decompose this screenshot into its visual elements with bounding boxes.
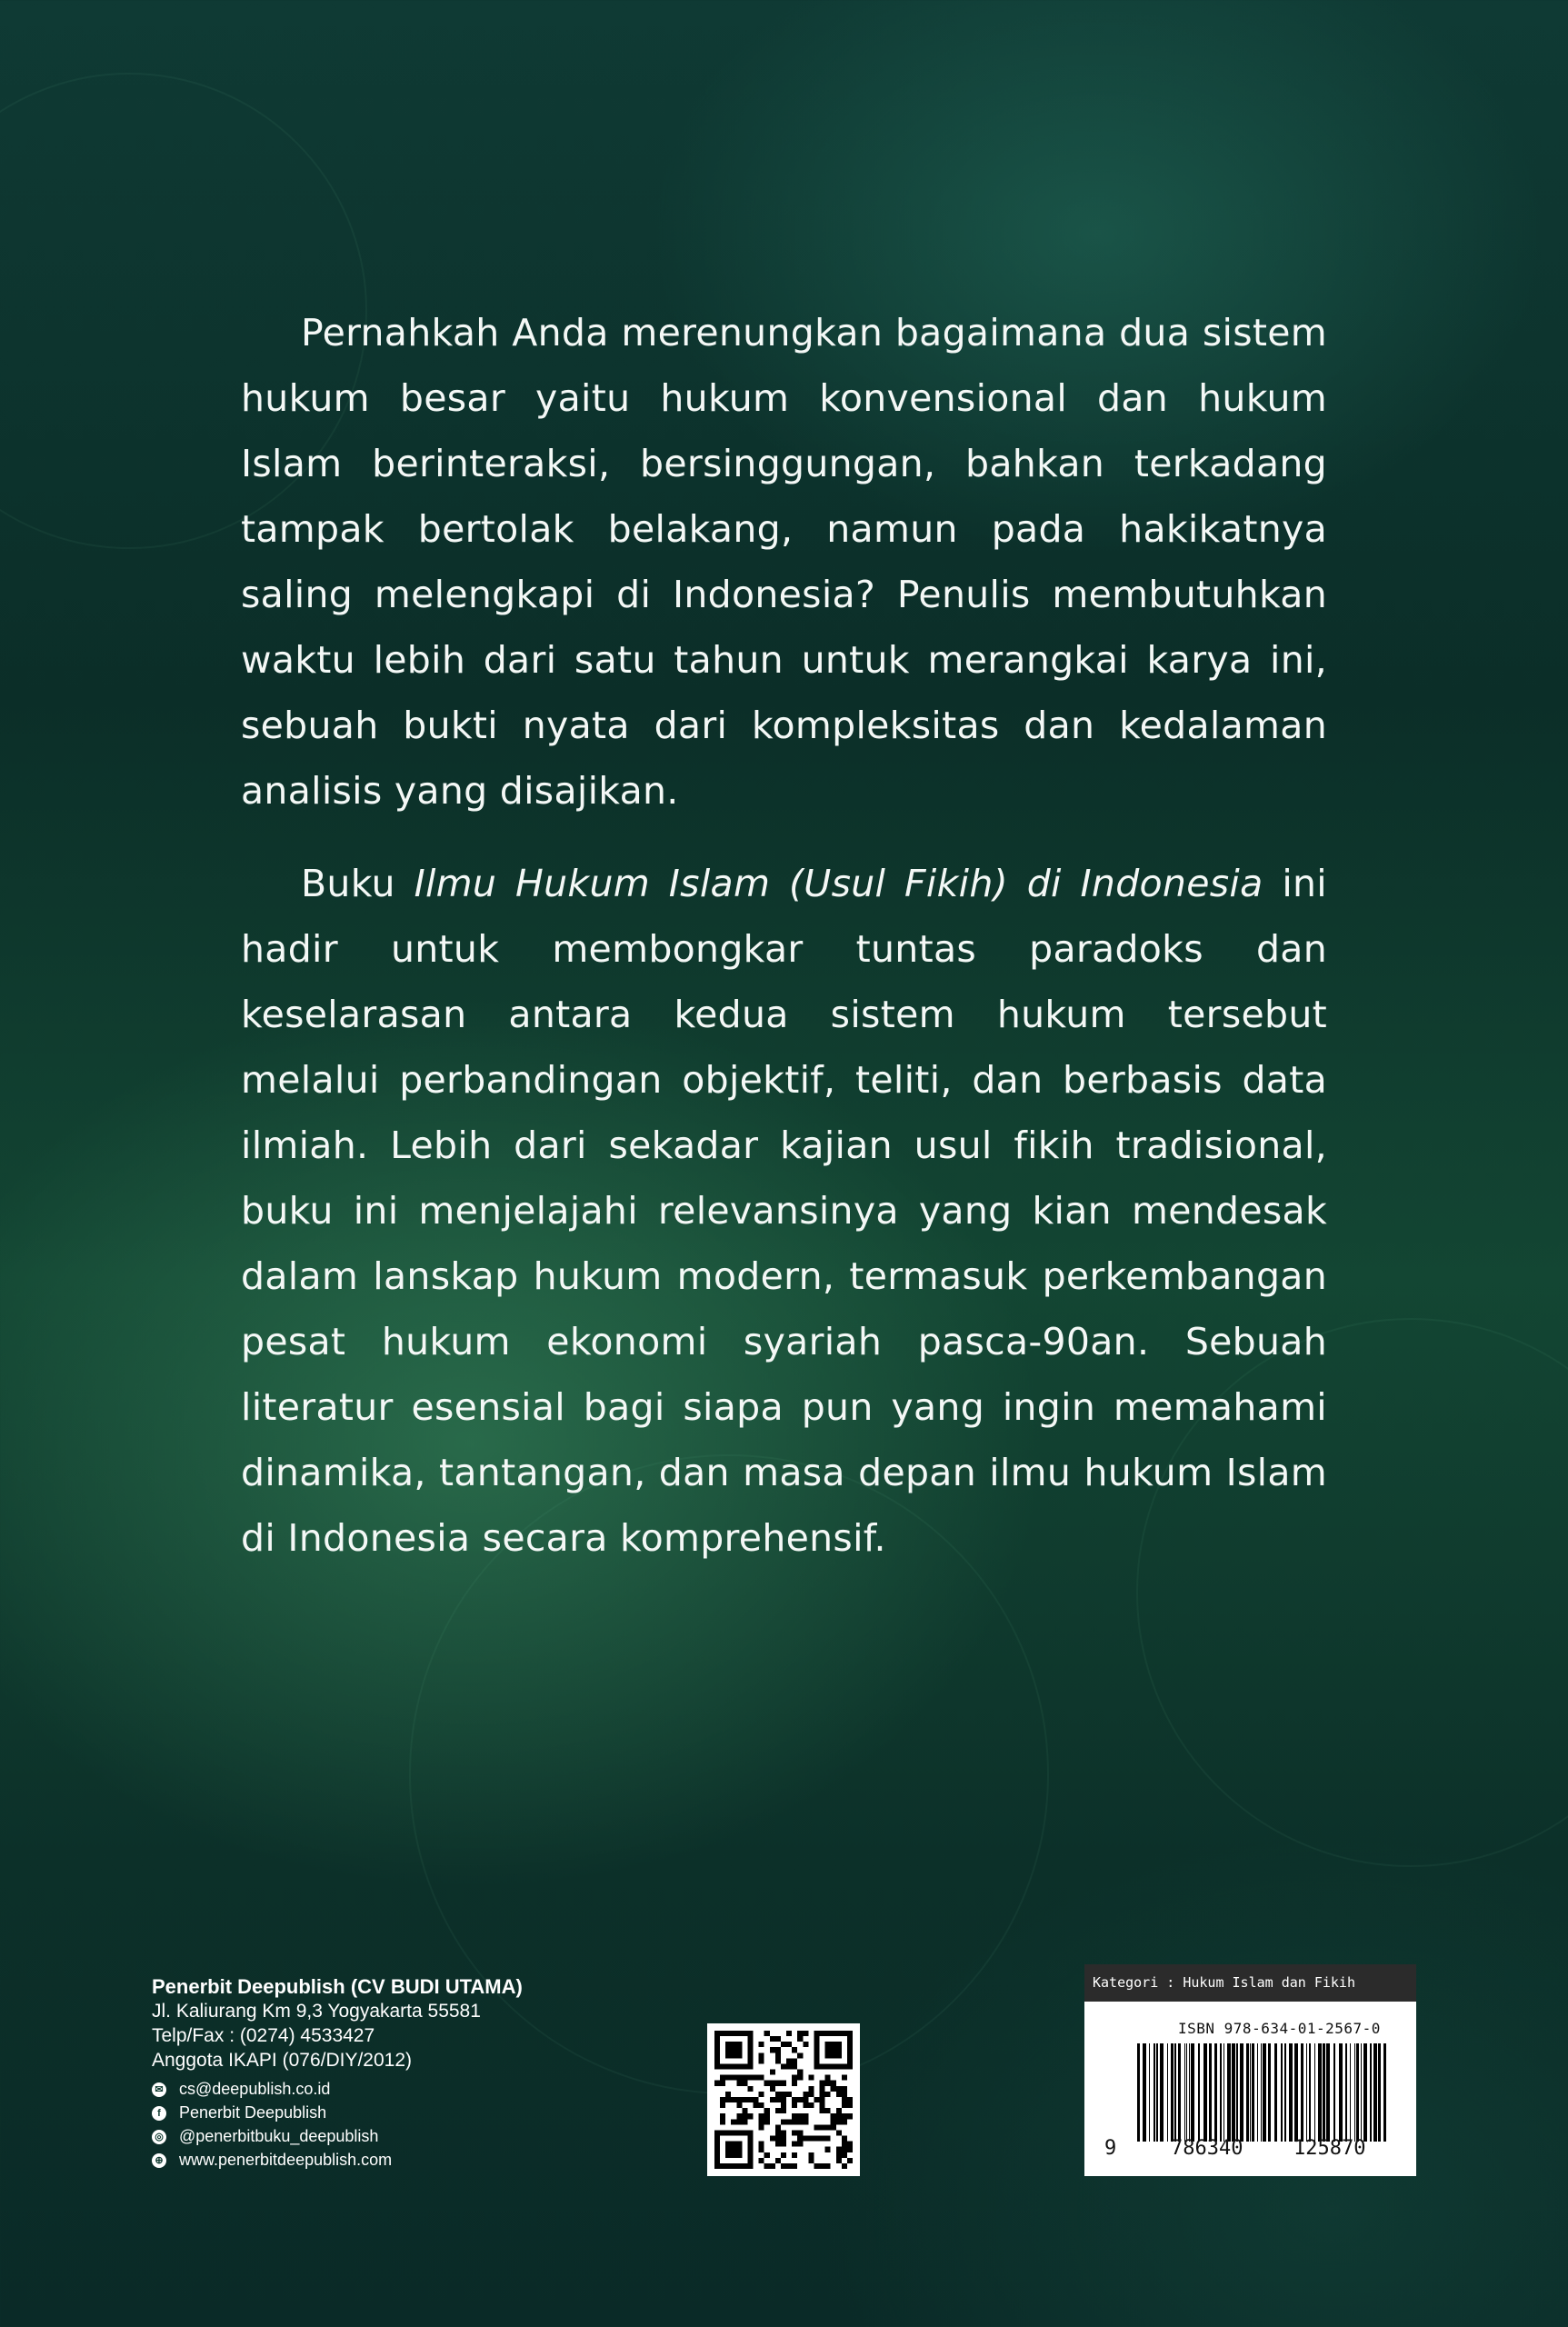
blurb-p2-rest: ini hadir untuk membongkar tuntas paradoks dan keselarasan antara kedua sistem hukum tersebut melalui perbandingan objektif, teliti, dan berbasis data ilmiah. Lebih dari sekadar kajian usul fikih tradisional, buku ini menjelajahi relevansinya yang kian mendesak dalam lanskap hukum modern, termasuk perkembangan pesat hukum ekonomi syariah pasca-90an. Sebuah literatur esensial bagi siapa pun yang ingin memahami dinamika, tantangan, dan masa depan ilmu hukum Islam di Indonesia secara komprehensif. xyxy=(241,862,1327,1560)
isbn-barcode-box xyxy=(1084,1964,1416,2176)
contact-website-text: www.penerbitdeepublish.com xyxy=(179,2151,393,2169)
qr-code-image xyxy=(714,2031,853,2169)
globe-icon: ⊕ xyxy=(152,2153,166,2168)
email-icon: ✉ xyxy=(152,2082,166,2097)
contact-instagram xyxy=(152,2125,523,2148)
publisher-phone: Telp/Fax : (0274) 4533427 xyxy=(152,2025,375,2046)
blurb-paragraph-1: Pernahkah Anda merenungkan bagaimana dua sistem hukum besar yaitu hukum konvensional dan hukum Islam berinteraksi, bersinggungan, bahkan terkadang tampak bertolak belakang, namun pada hakikatnya saling melengkapi di Indonesia? Penulis membutuhkan waktu lebih dari satu tahun untuk merangkai karya ini, sebuah bukti nyata dari kompleksitas dan kedalaman analisis yang disajikan. xyxy=(241,311,1327,813)
qr-code xyxy=(707,2023,860,2176)
barcode xyxy=(1137,2043,1392,2142)
category-label: Kategori : Hukum Islam dan Fikih xyxy=(1084,1964,1416,2002)
publisher-address: Jl. Kaliurang Km 9,3 Yogyakarta 55581 xyxy=(152,2001,481,2022)
facebook-icon: f xyxy=(152,2106,166,2121)
book-title-italic: Ilmu Hukum Islam (Usul Fikih) di Indonesia xyxy=(414,862,1263,905)
blurb-p2-prefix: Buku xyxy=(301,862,395,905)
contact-list xyxy=(152,2078,523,2172)
contact-email-text: cs@deepublish.co.id xyxy=(179,2080,331,2098)
instagram-icon: ◎ xyxy=(152,2130,166,2144)
publisher-info xyxy=(152,1974,523,2172)
isbn-number: ISBN 978-634-01-2567-0 xyxy=(1178,2020,1381,2037)
publisher-name: Penerbit Deepublish (CV BUDI UTAMA) xyxy=(152,1975,523,1998)
contact-email xyxy=(152,2078,523,2101)
back-cover-blurb xyxy=(241,300,1327,1598)
contact-website xyxy=(152,2149,523,2172)
contact-instagram-text: @penerbitbuku_deepublish xyxy=(179,2127,379,2145)
blurb-paragraph-2 xyxy=(241,851,1327,1571)
contact-facebook-text: Penerbit Deepublish xyxy=(179,2103,327,2122)
barcode-digit-first: 9 xyxy=(1104,2137,1117,2160)
barcode-digits-right: 125870 xyxy=(1293,2137,1366,2160)
barcode-digits-left: 786340 xyxy=(1171,2137,1243,2160)
contact-facebook xyxy=(152,2102,523,2124)
publisher-membership: Anggota IKAPI (076/DIY/2012) xyxy=(152,2050,413,2071)
